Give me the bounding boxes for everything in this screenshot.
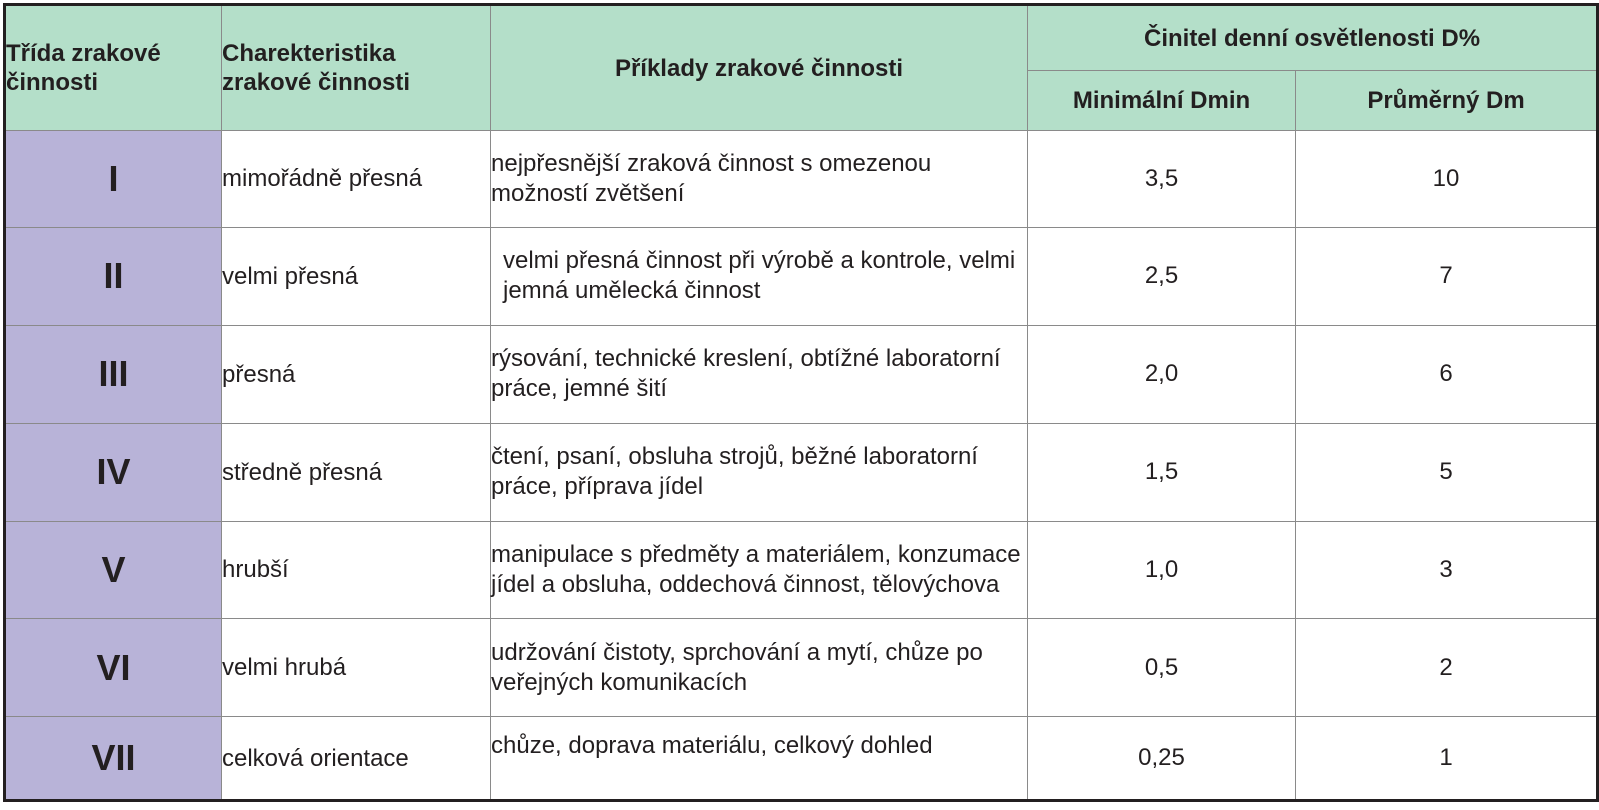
cell-min: 3,5 xyxy=(1028,131,1296,228)
table-row xyxy=(5,131,1598,228)
cell-avg: 5 xyxy=(1296,423,1598,521)
cell-characteristic: velmi přesná xyxy=(222,227,491,325)
header-avg: Průměrný Dm xyxy=(1296,71,1598,131)
cell-class: VI xyxy=(5,619,222,717)
cell-avg: 3 xyxy=(1296,521,1598,619)
cell-characteristic: velmi hrubá xyxy=(222,619,491,717)
cell-class: V xyxy=(5,521,222,619)
cell-min: 0,5 xyxy=(1028,619,1296,717)
header-characteristic: Charekteristika zrakové činnosti xyxy=(222,5,491,131)
cell-min: 2,0 xyxy=(1028,325,1296,423)
cell-class: IV xyxy=(5,423,222,521)
cell-min: 1,5 xyxy=(1028,423,1296,521)
table-row xyxy=(5,717,1598,801)
header-min: Minimální Dmin xyxy=(1028,71,1296,131)
header-daylight-factor: Činitel denní osvětlenosti D% xyxy=(1028,5,1598,71)
table-header xyxy=(5,5,1598,131)
cell-avg: 2 xyxy=(1296,619,1598,717)
cell-avg: 1 xyxy=(1296,717,1598,801)
cell-examples: chůze, doprava materiálu, celkový dohled xyxy=(491,717,1028,801)
table-row xyxy=(5,423,1598,521)
table-body xyxy=(5,131,1598,801)
header-class: Třída zrakové činnosti xyxy=(5,5,222,131)
cell-characteristic: přesná xyxy=(222,325,491,423)
cell-examples: rýsování, technické kreslení, obtížné laboratorní práce, jemné šití xyxy=(491,325,1028,423)
cell-avg: 6 xyxy=(1296,325,1598,423)
cell-characteristic: celková orientace xyxy=(222,717,491,801)
cell-examples: manipulace s předměty a materiálem, konzumace jídel a obsluha, oddechová činnost, tělovýchova xyxy=(491,521,1028,619)
cell-avg: 7 xyxy=(1296,227,1598,325)
cell-examples: udržování čistoty, sprchování a mytí, chůze po veřejných komunikacích xyxy=(491,619,1028,717)
cell-min: 2,5 xyxy=(1028,227,1296,325)
visual-activity-table xyxy=(3,3,1599,802)
table-row xyxy=(5,619,1598,717)
cell-class: II xyxy=(5,227,222,325)
cell-examples: velmi přesná činnost při výrobě a kontrole, velmi jemná umělecká činnost xyxy=(491,227,1028,325)
cell-characteristic: mimořádně přesná xyxy=(222,131,491,228)
cell-characteristic: středně přesná xyxy=(222,423,491,521)
cell-min: 1,0 xyxy=(1028,521,1296,619)
cell-class: I xyxy=(5,131,222,228)
cell-class: VII xyxy=(5,717,222,801)
cell-class: III xyxy=(5,325,222,423)
table-row xyxy=(5,227,1598,325)
header-examples: Příklady zrakové činnosti xyxy=(491,5,1028,131)
cell-avg: 10 xyxy=(1296,131,1598,228)
cell-min: 0,25 xyxy=(1028,717,1296,801)
cell-examples: čtení, psaní, obsluha strojů, běžné laboratorní práce, příprava jídel xyxy=(491,423,1028,521)
table-row xyxy=(5,325,1598,423)
cell-characteristic: hrubší xyxy=(222,521,491,619)
cell-examples: nejpřesnější zraková činnost s omezenou možností zvětšení xyxy=(491,131,1028,228)
table-row xyxy=(5,521,1598,619)
